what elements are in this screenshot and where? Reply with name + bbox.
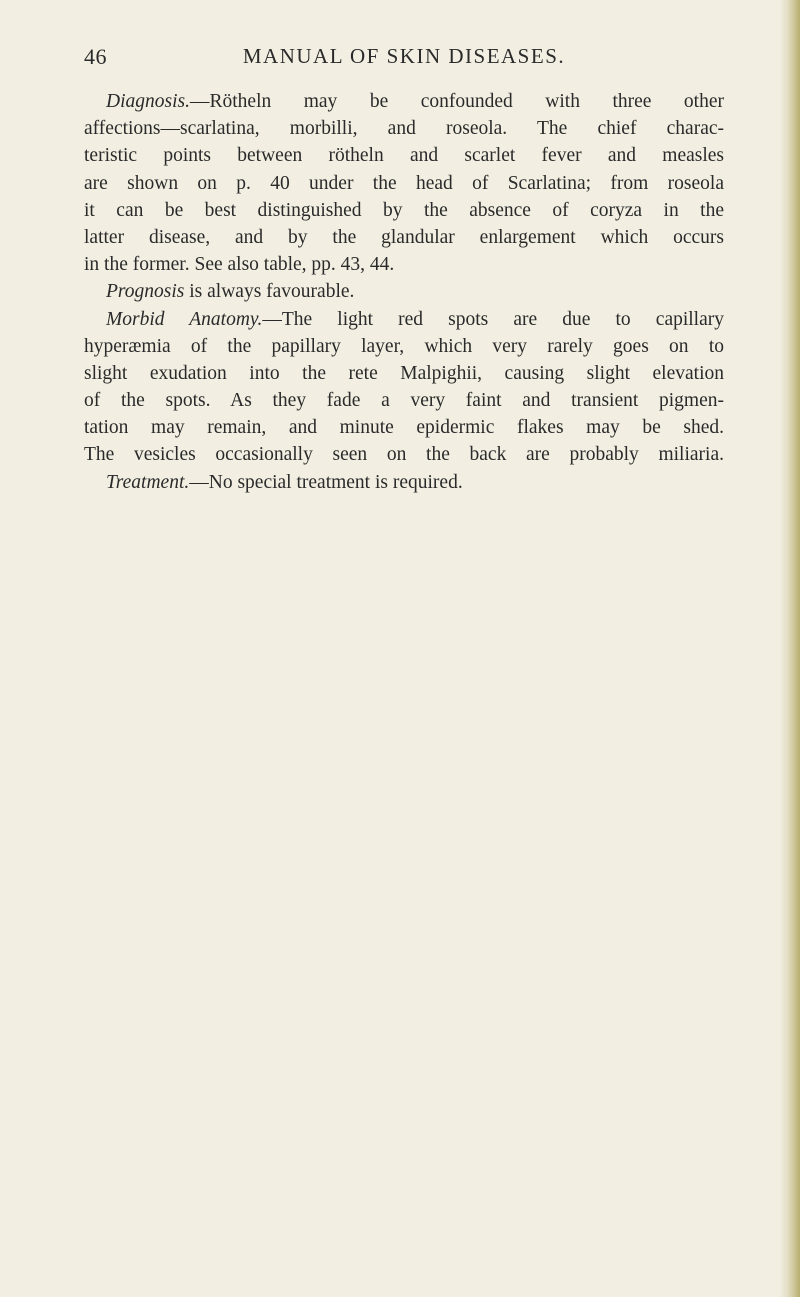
text-line bbox=[84, 441, 724, 468]
page-edge bbox=[786, 0, 800, 1297]
text-line-treatment bbox=[84, 469, 724, 496]
text-line bbox=[84, 197, 724, 224]
text-line bbox=[84, 333, 724, 360]
text-line bbox=[84, 115, 724, 142]
line-text: hyperæmia of the papillary layer, which very rarely goes on to bbox=[84, 335, 724, 357]
line-text: —No special treatment is required. bbox=[189, 471, 463, 493]
line-text: The vesicles occasionally seen on the back are probably miliaria. bbox=[84, 444, 724, 466]
text-line-prognosis bbox=[84, 278, 724, 305]
section-heading-prognosis: Prognosis bbox=[106, 281, 185, 303]
body-text bbox=[84, 88, 724, 496]
running-title: MANUAL OF SKIN DISEASES. bbox=[242, 44, 566, 68]
section-heading-treatment: Treatment. bbox=[106, 471, 190, 493]
text-line-morbid-anatomy bbox=[84, 306, 724, 333]
line-text: —The light red spots are due to capillary bbox=[262, 308, 725, 330]
running-head bbox=[84, 44, 724, 76]
text-line bbox=[84, 170, 724, 197]
text-line bbox=[84, 387, 724, 414]
line-text: in the former. See also table, pp. 43, 44. bbox=[84, 254, 395, 276]
text-line-diagnosis bbox=[84, 88, 724, 115]
line-text: of the spots. As they fade a very faint and transient pigmen- bbox=[84, 390, 724, 412]
section-heading-morbid-anatomy: Morbid Anatomy. bbox=[106, 308, 263, 330]
line-text: tation may remain, and minute epidermic flakes may be shed. bbox=[84, 417, 724, 439]
line-text: are shown on p. 40 under the head of Scarlatina; from roseola bbox=[84, 172, 724, 194]
text-line bbox=[84, 142, 724, 169]
section-heading-diagnosis: Diagnosis. bbox=[106, 91, 190, 112]
line-text: slight exudation into the rete Malpighii, causing slight elevation bbox=[84, 362, 724, 384]
text-line bbox=[84, 414, 724, 441]
line-text: latter disease, and by the glandular enlargement which occurs bbox=[84, 226, 724, 248]
text-line bbox=[84, 251, 724, 278]
line-text: affections—scarlatina, morbilli, and roseola. The chief charac- bbox=[84, 118, 724, 140]
line-text: —Rötheln may be confounded with three other bbox=[189, 91, 724, 112]
line-text: it can be best distinguished by the absence of coryza in the bbox=[84, 199, 724, 221]
page-number: 46 bbox=[84, 44, 107, 69]
text-line bbox=[84, 360, 724, 387]
text-line bbox=[84, 224, 724, 251]
line-text: teristic points between rötheln and scarlet fever and measles bbox=[84, 145, 724, 167]
line-text: is always favourable. bbox=[184, 281, 355, 303]
